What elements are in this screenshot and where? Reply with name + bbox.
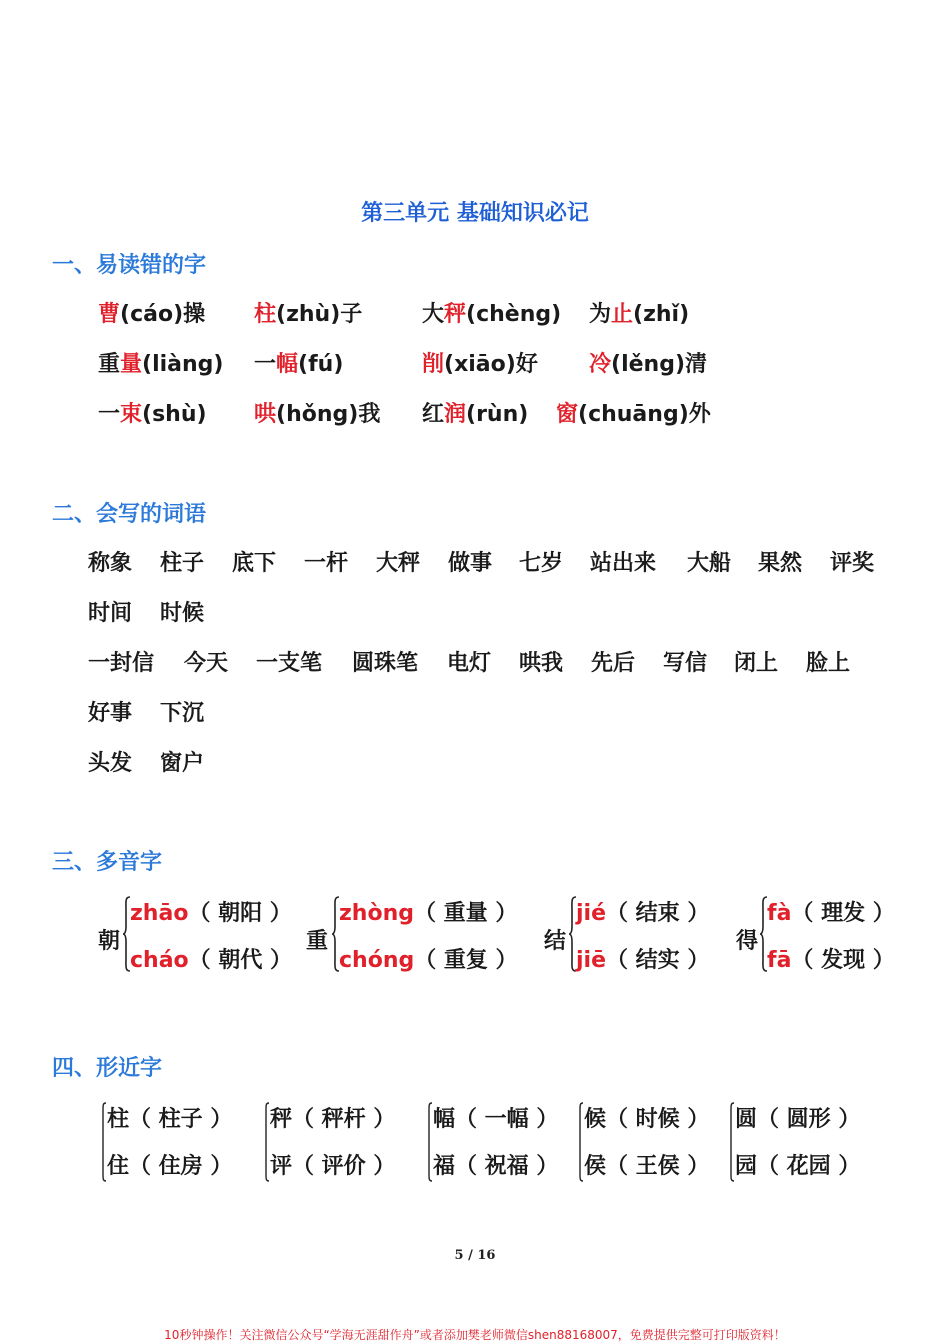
- polyphone-group: [98, 894, 298, 990]
- word-item: 今天: [184, 651, 229, 676]
- section-heading-misread: 一、易读错的字: [52, 253, 207, 278]
- similar-item: 福（ 祝福 ）: [433, 1154, 559, 1179]
- polyphone-reading: fà（ 理发 ）: [767, 901, 895, 926]
- word-item: 哄我: [519, 651, 564, 676]
- misread-item: 哄(hǒng)我: [254, 402, 381, 427]
- footer-promo-text: 10秒钟操作！关注微信公众号“学海无涯甜作舟”或者添加樊老师微信shen88168007，免费提供完整可打印版资料！: [164, 1328, 786, 1342]
- word-item: 七岁: [519, 551, 564, 576]
- polyphone-char: 得: [736, 929, 759, 954]
- section-heading-words: 二、会写的词语: [52, 502, 207, 527]
- polyphone-reading: chóng（ 重复 ）: [339, 948, 518, 973]
- word-item: 称象: [88, 551, 133, 576]
- misread-row: [0, 347, 950, 387]
- misread-item: 重量(liàng): [98, 352, 224, 377]
- polyphone-group: [544, 894, 714, 990]
- word-item: 一封信: [88, 651, 155, 676]
- word-item: 时间: [88, 601, 133, 626]
- page-number: 5 / 16: [454, 1248, 496, 1263]
- polyphone-reading: jiē（ 结实 ）: [576, 948, 710, 973]
- similar-group: [578, 1100, 728, 1196]
- section-heading-similar: 四、形近字: [52, 1056, 163, 1081]
- similar-item: 圆（ 圆形 ）: [735, 1107, 861, 1132]
- similar-item: 候（ 时候 ）: [584, 1107, 710, 1132]
- word-item: 圆珠笔: [352, 651, 419, 676]
- polyphone-reading: cháo（ 朝代 ）: [130, 948, 292, 973]
- word-item: 评奖: [830, 551, 875, 576]
- word-item: 底下: [232, 551, 277, 576]
- polyphone-group: [306, 894, 526, 990]
- polyphone-reading: zhòng（ 重量 ）: [339, 901, 518, 926]
- misread-item: 大秤(chèng): [422, 302, 562, 327]
- word-item: 先后: [591, 651, 636, 676]
- similar-group: [427, 1100, 577, 1196]
- section-heading-polyphones: 三、多音字: [52, 850, 163, 875]
- polyphone-reading: fā（ 发现 ）: [767, 948, 895, 973]
- similar-group: [264, 1100, 414, 1196]
- misread-item: 柱(zhù)子: [254, 302, 363, 327]
- similar-item: 侯（ 王侯 ）: [584, 1154, 710, 1179]
- word-item: 一支笔: [256, 651, 323, 676]
- word-item: 写信: [663, 651, 708, 676]
- polyphone-reading: jié（ 结束 ）: [576, 901, 710, 926]
- misread-item: 窗(chuāng)外: [556, 402, 711, 427]
- misread-item: 为止(zhǐ): [589, 302, 690, 327]
- misread-item: 一束(shù): [98, 402, 207, 427]
- word-item: 做事: [448, 551, 493, 576]
- polyphone-reading: zhāo（ 朝阳 ）: [130, 901, 292, 926]
- word-item: 柱子: [160, 551, 205, 576]
- word-item: 脸上: [806, 651, 851, 676]
- polyphone-char: 重: [306, 929, 329, 954]
- word-item: 站出来: [590, 551, 657, 576]
- misread-row: [0, 297, 950, 337]
- polyphone-char: 结: [544, 929, 567, 954]
- word-item: 电灯: [447, 651, 492, 676]
- word-item: 窗户: [160, 751, 205, 776]
- word-item: 一杆: [304, 551, 349, 576]
- word-item: 时候: [160, 601, 205, 626]
- misread-item: 一幅(fú): [254, 352, 344, 377]
- misread-item: 冷(lěng)清: [589, 352, 708, 377]
- similar-group: [729, 1100, 879, 1196]
- polyphone-group: [736, 894, 896, 990]
- misread-item: 红润(rùn): [422, 402, 529, 427]
- similar-item: 园（ 花园 ）: [735, 1154, 861, 1179]
- word-item: 头发: [88, 751, 133, 776]
- word-item: 大秤: [376, 551, 421, 576]
- similar-item: 评（ 评价 ）: [270, 1154, 396, 1179]
- similar-group: [101, 1100, 251, 1196]
- misread-item: 曹(cáo)操: [98, 302, 206, 327]
- word-item: 好事: [88, 701, 133, 726]
- misread-row: [0, 397, 950, 437]
- word-item: 下沉: [160, 701, 205, 726]
- word-item: 大船: [687, 551, 732, 576]
- similar-item: 幅（ 一幅 ）: [433, 1107, 559, 1132]
- misread-item: 削(xiāo)好: [422, 352, 538, 377]
- similar-item: 住（ 住房 ）: [107, 1154, 233, 1179]
- page-title: 第三单元 基础知识必记: [361, 201, 589, 226]
- word-item: 果然: [758, 551, 803, 576]
- polyphone-char: 朝: [98, 929, 121, 954]
- word-item: 闭上: [734, 651, 779, 676]
- similar-item: 柱（ 柱子 ）: [107, 1107, 233, 1132]
- similar-item: 秤（ 秤杆 ）: [270, 1107, 396, 1132]
